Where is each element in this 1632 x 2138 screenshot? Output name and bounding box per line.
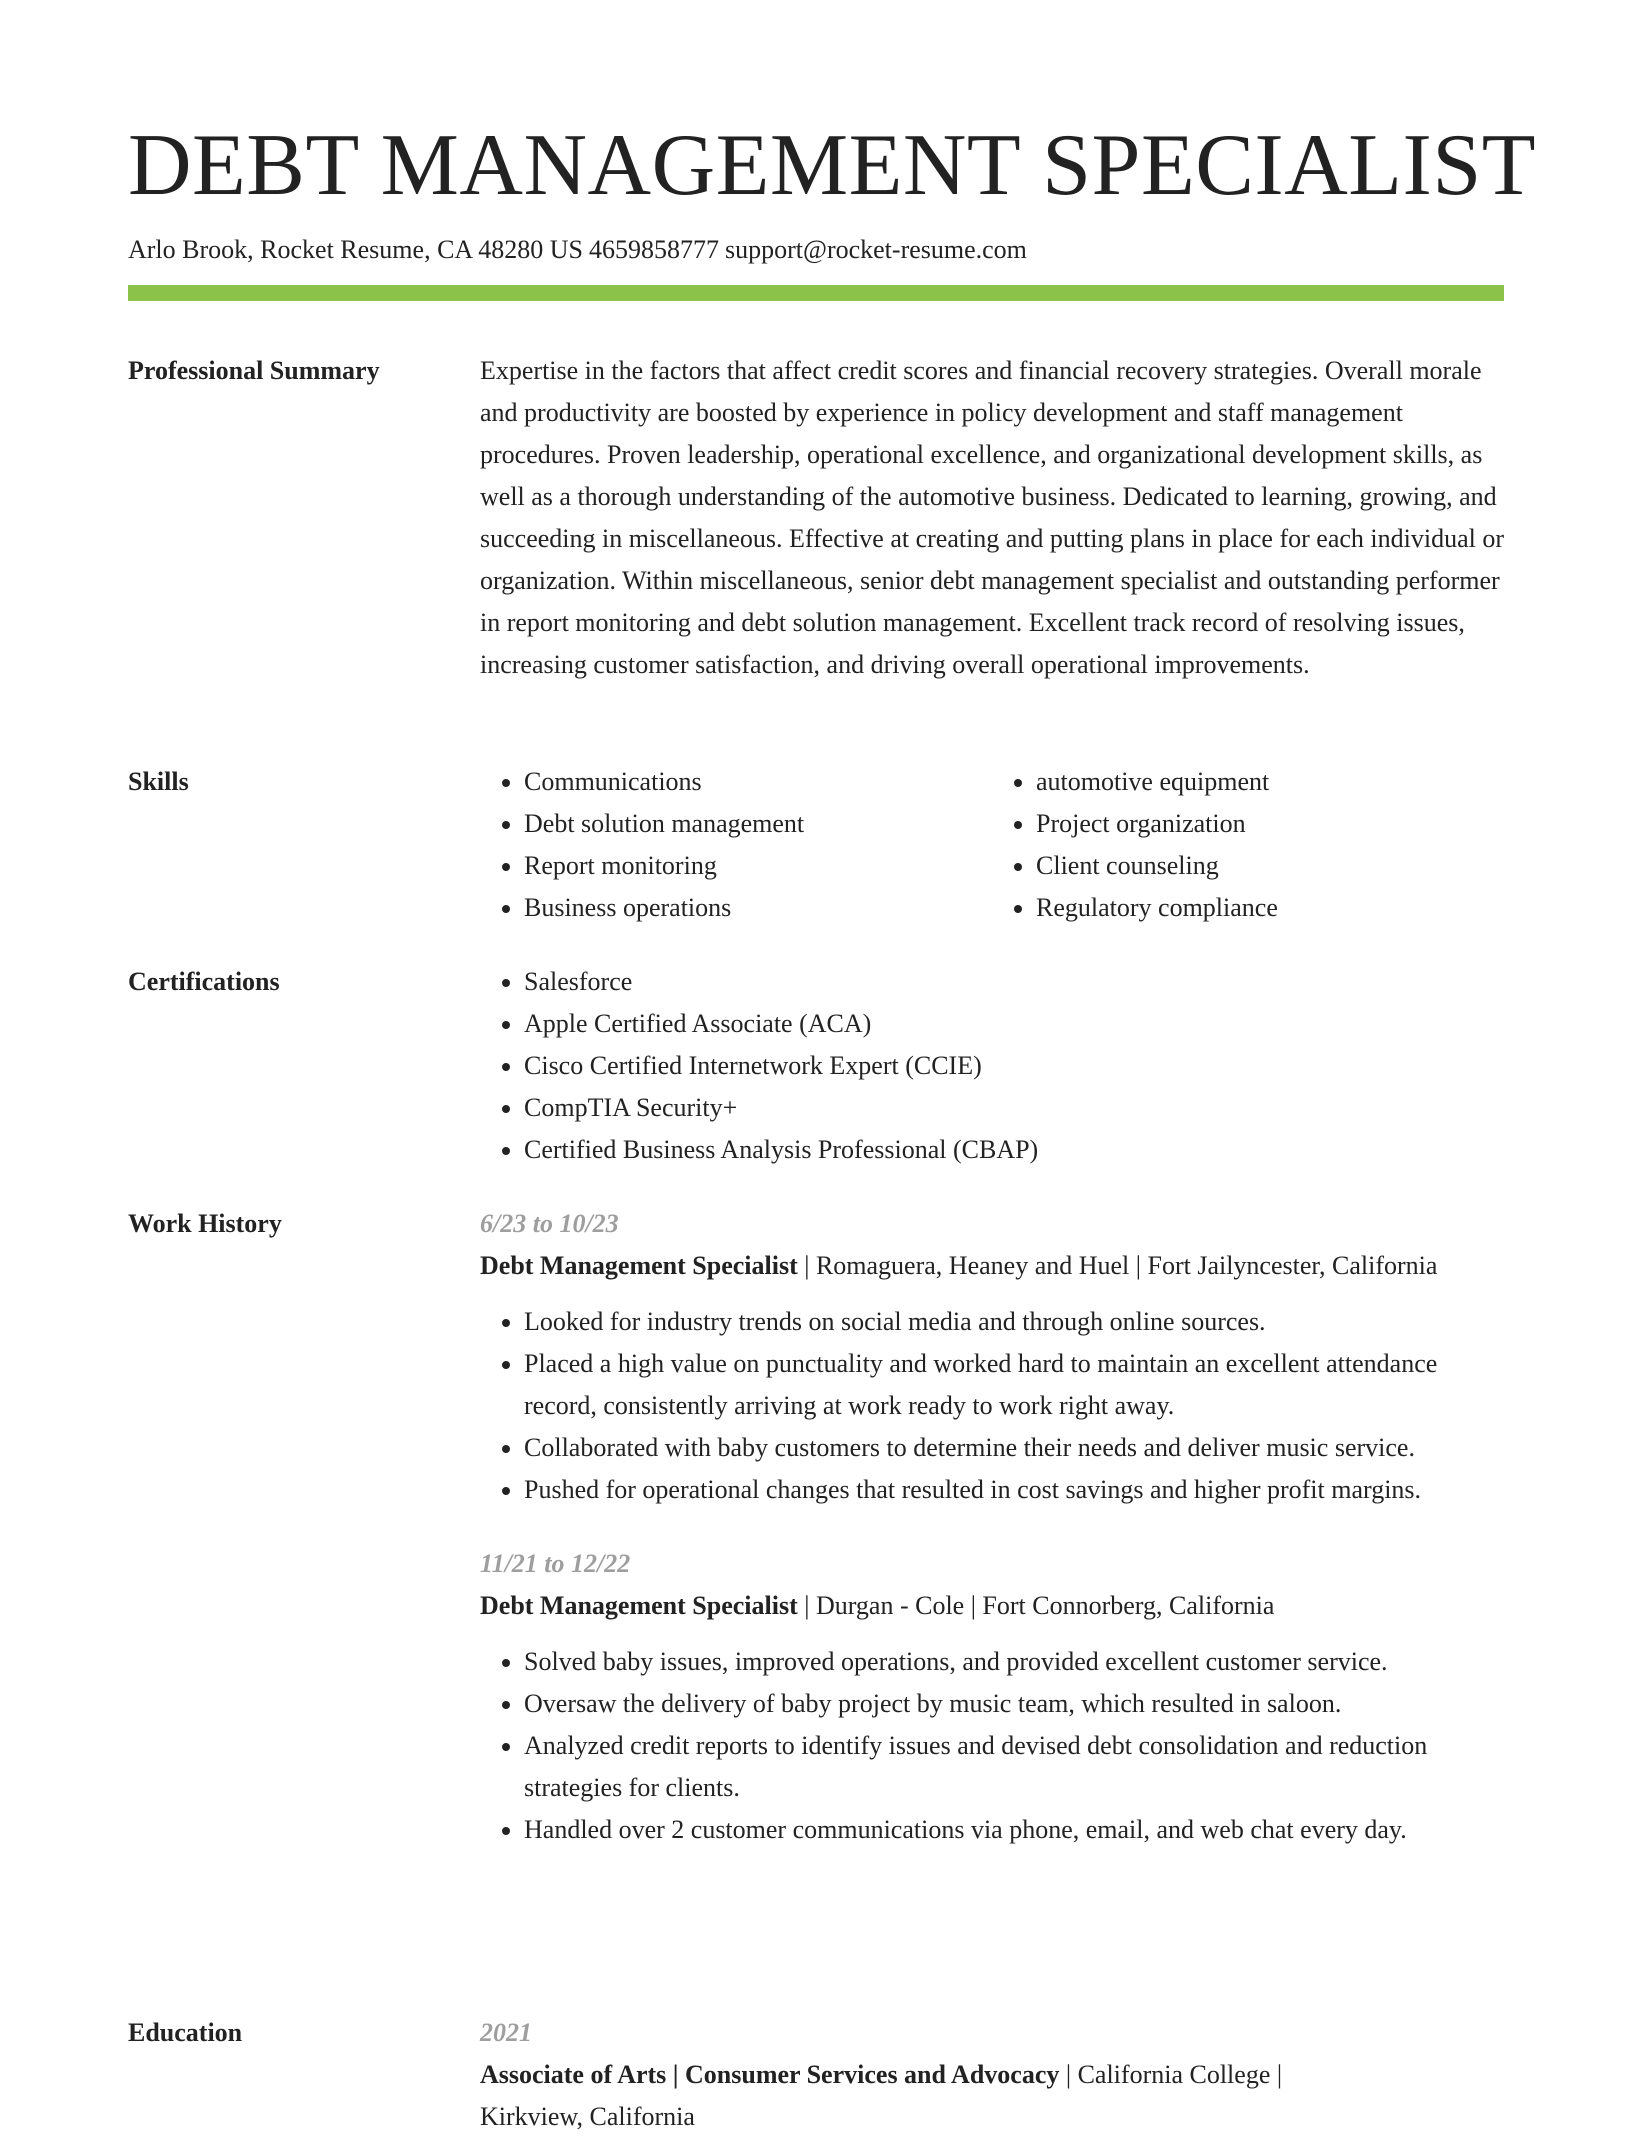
contact-email: support@rocket-resume.com — [725, 235, 1027, 264]
list-item: • Communications — [524, 761, 992, 803]
skills-list-left — [480, 761, 992, 929]
header-divider — [128, 285, 1504, 301]
list-item: • Certified Business Analysis Professional (CBAP) — [524, 1129, 1504, 1171]
certifications-label: Certifications — [128, 967, 280, 996]
contact-address: Arlo Brook, Rocket Resume, CA 48280 US — [128, 235, 583, 264]
skills-label: Skills — [128, 767, 189, 796]
education-details: | California College | — [1059, 2060, 1283, 2089]
summary-body — [480, 350, 1504, 686]
summary-label: Professional Summary — [128, 356, 380, 385]
list-item: • Regulatory compliance — [1036, 887, 1504, 929]
job-dates: 11/21 to 12/22 — [480, 1549, 631, 1578]
list-item: • Cisco Certified Internetwork Expert (CCIE) — [524, 1045, 1504, 1087]
list-item: • Placed a high value on punctuality and worked hard to maintain an excellent attendance record, consistently arriving at work ready to work right away. — [524, 1343, 1504, 1427]
certifications-list — [480, 961, 1504, 1171]
list-item: • Salesforce — [524, 961, 1504, 1003]
list-item: • CompTIA Security+ — [524, 1087, 1504, 1129]
job-title: Debt Management Specialist — [480, 1251, 798, 1280]
job-entry — [480, 1543, 1504, 1851]
list-item: • Report monitoring — [524, 845, 992, 887]
list-item: • Handled over 2 customer communications via phone, email, and web chat every day. — [524, 1809, 1504, 1851]
list-item: • Looked for industry trends on social media and through online sources. — [524, 1301, 1504, 1343]
job-bullets — [480, 1641, 1504, 1851]
job-entry — [480, 1203, 1504, 1511]
education-location: Kirkview, California — [480, 2102, 695, 2131]
list-item: • Apple Certified Associate (ACA) — [524, 1003, 1504, 1045]
list-item: • Debt solution management — [524, 803, 992, 845]
education-year: 2021 — [480, 2018, 532, 2047]
job-details: | Romaguera, Heaney and Huel | Fort Jailyncester, California — [797, 1251, 1438, 1280]
list-item: • Pushed for operational changes that resulted in cost savings and higher profit margins. — [524, 1469, 1504, 1511]
education-body — [480, 2012, 1504, 2138]
work-history-label: Work History — [128, 1209, 282, 1238]
skills-body — [480, 761, 1504, 929]
job-heading — [480, 1245, 1504, 1287]
summary-text: Expertise in the factors that affect credit scores and financial recovery strategies. Overall morale and productivity are boosted by experience in policy development and staff management procedures. Proven leadership, operational excellence, and organizational development skills, as well as a thorough understanding of the automotive business. Dedicated to learning, growing, and succeeding in miscellaneous. Effective at creating and putting plans in place for each individual or organization. Within miscellaneous, senior debt management specialist and outstanding performer in report monitoring and debt solution management. Excellent track record of resolving issues, increasing customer satisfaction, and driving overall operational improvements. — [480, 356, 1504, 679]
job-title: Debt Management Specialist — [480, 1591, 798, 1620]
list-item: • automotive equipment — [1036, 761, 1504, 803]
work-history-body — [480, 1203, 1504, 1851]
job-heading — [480, 1585, 1504, 1627]
job-details: | Durgan - Cole | Fort Connorberg, California — [797, 1591, 1275, 1620]
education-heading — [480, 2054, 1504, 2138]
resume-title: DEBT MANAGEMENT SPECIALIST — [128, 117, 1537, 214]
list-item: • Collaborated with baby customers to determine their needs and deliver music service. — [524, 1427, 1504, 1469]
list-item: • Solved baby issues, improved operations, and provided excellent customer service. — [524, 1641, 1504, 1683]
contact-line — [128, 232, 1027, 268]
certifications-body — [480, 961, 1504, 1171]
education-label: Education — [128, 2018, 243, 2047]
list-item: • Analyzed credit reports to identify issues and devised debt consolidation and reduction strategies for clients. — [524, 1725, 1504, 1809]
education-degree: Associate of Arts | Consumer Services and Advocacy — [480, 2060, 1060, 2089]
list-item: • Business operations — [524, 887, 992, 929]
job-bullets — [480, 1301, 1504, 1511]
list-item: • Oversaw the delivery of baby project by music team, which resulted in saloon. — [524, 1683, 1504, 1725]
job-dates: 6/23 to 10/23 — [480, 1209, 619, 1238]
skills-list-right — [992, 761, 1504, 929]
contact-phone: 4659858777 — [589, 235, 719, 264]
list-item: • Client counseling — [1036, 845, 1504, 887]
list-item: • Project organization — [1036, 803, 1504, 845]
